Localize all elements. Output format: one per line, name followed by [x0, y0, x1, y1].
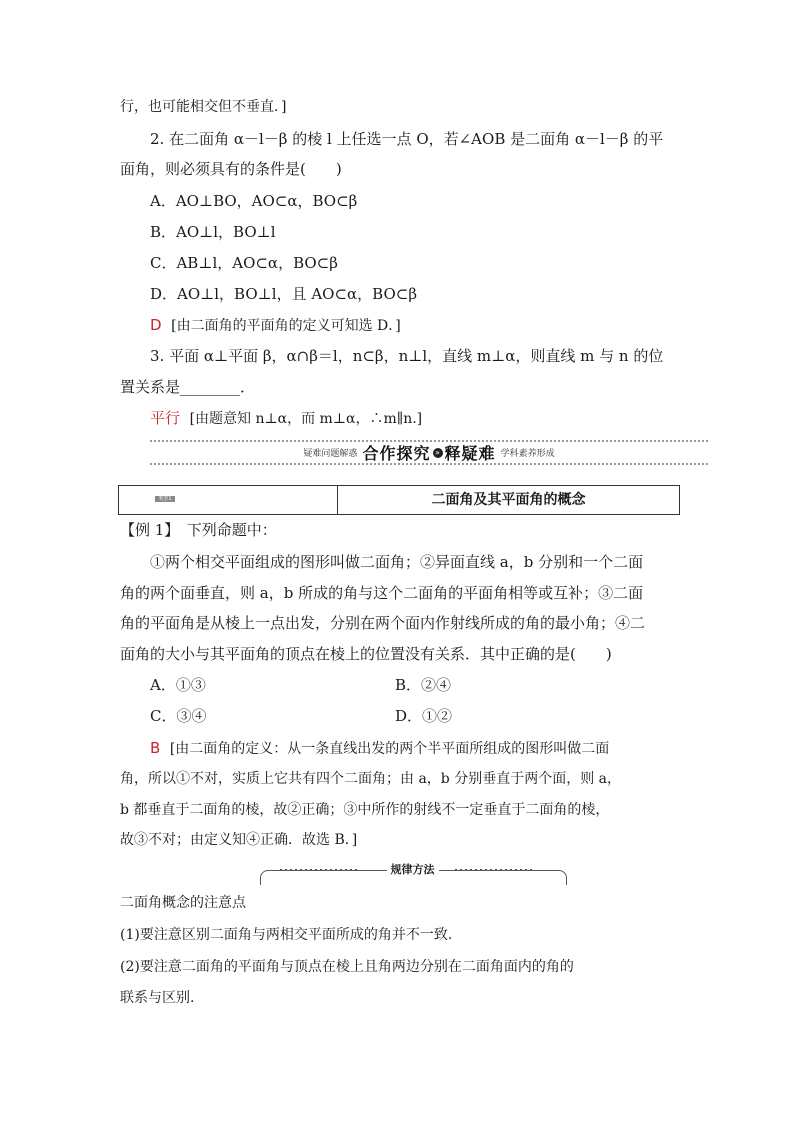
question-2-line-1: 2. 在二面角 α－l－β 的棱 l 上任选一点 O，若∠AOB 是二面角 α－l－β 的平 [150, 130, 664, 148]
prev-answer-tail: 行，也可能相交但不垂直．] [120, 99, 287, 115]
banner-title-2: 释疑难 [444, 444, 496, 463]
note-item-2-line-1: (2)要注意二面角的平面角与顶点在棱上且角两边分别在二面角面内的角的 [120, 959, 574, 975]
note-item-1: (1)要注意区别二面角与两相交平面所成的角并不一致. [120, 927, 453, 943]
note-title: 二面角概念的注意点 [120, 895, 246, 911]
answer-key: 平行 [150, 409, 181, 427]
section-banner [150, 441, 708, 464]
banner-bottom-rule [150, 463, 708, 465]
question-3-line-1: 3. 平面 α⊥平面 β，α∩β＝l，n⊂β，n⊥l，直线 m⊥α，则直线 m 与 n 的位 [150, 347, 664, 365]
banner-right-caption: 学科素养形成 [500, 449, 555, 459]
topic-tag-cell [119, 486, 338, 514]
banner-title-1: 合作探究 [362, 444, 431, 463]
question-3-line-2: 置关系是________． [120, 378, 256, 396]
topic-header-table [118, 485, 680, 515]
answer-key: D [150, 316, 162, 334]
question-2-answer [150, 315, 401, 336]
answer-key: B [150, 739, 161, 757]
answer-explanation: [由题意知 n⊥α，而 m⊥α，∴m∥n.] [189, 411, 423, 427]
solution-line-3: b 都垂直于二面角的棱，故②正确；③中所作的射线不一定垂直于二面角的棱， [120, 802, 610, 818]
note-item-2-line-2: 联系与区别. [120, 990, 195, 1006]
answer-explanation: [由二面角的平面角的定义可知选 D．] [171, 318, 401, 334]
chevron-right-icon: » [433, 448, 443, 458]
solution-line-2: 角，所以①不对，实质上它共有四个二面角；由 a，b 分别垂直于两个面，则 a， [120, 771, 622, 787]
example-1-option-d: D．①② [395, 707, 453, 725]
topic-tag-label: 类型1 [155, 496, 175, 502]
banner-left-caption: 疑难问题解惑 [303, 449, 358, 459]
solution-line-4: 故③不对；由定义知④正确．故选 B．] [120, 832, 358, 848]
solution-line-1 [150, 738, 609, 759]
solution-text: [由二面角的定义：从一条直线出发的两个半平面所组成的图形叫做二面 [169, 741, 610, 757]
example-1-option-c: C．③④ [150, 707, 207, 725]
example-1-line-4: 面角的大小与其平面角的顶点在棱上的位置没有关系．其中正确的是( ) [120, 645, 612, 663]
question-3-answer [150, 408, 422, 429]
question-2-option-a: A．AO⊥BO，AO⊂α，BO⊂β [150, 192, 358, 210]
question-2-option-c: C．AB⊥l，AO⊂α，BO⊂β [150, 254, 338, 272]
question-2-option-d: D．AO⊥l，BO⊥l，且 AO⊂α，BO⊂β [150, 285, 417, 303]
question-2-line-2: 面角，则必须具有的条件是( ) [120, 160, 342, 178]
method-header [260, 862, 565, 882]
example-1-heading: 【例 1】 下列命题中： [120, 521, 277, 539]
example-1-line-1: ①两个相交平面组成的图形叫做二面角；②异面直线 a，b 分别和一个二面 [150, 553, 644, 571]
method-title: 规律方法 [387, 863, 439, 876]
example-1-option-a: A．①③ [150, 676, 206, 694]
example-1-line-2: 角的两个面垂直，则 a，b 所成的角与这个二面角的平面角相等或互补；③二面 [120, 584, 644, 602]
example-1-option-b: B．②④ [395, 676, 452, 694]
topic-title: 二面角及其平面角的概念 [431, 492, 586, 508]
question-2-option-b: B．AO⊥l，BO⊥l [150, 223, 276, 241]
example-1-line-3: 角的平面角是从棱上一点出发，分别在两个面内作射线所成的角的最小角；④二 [120, 614, 646, 632]
